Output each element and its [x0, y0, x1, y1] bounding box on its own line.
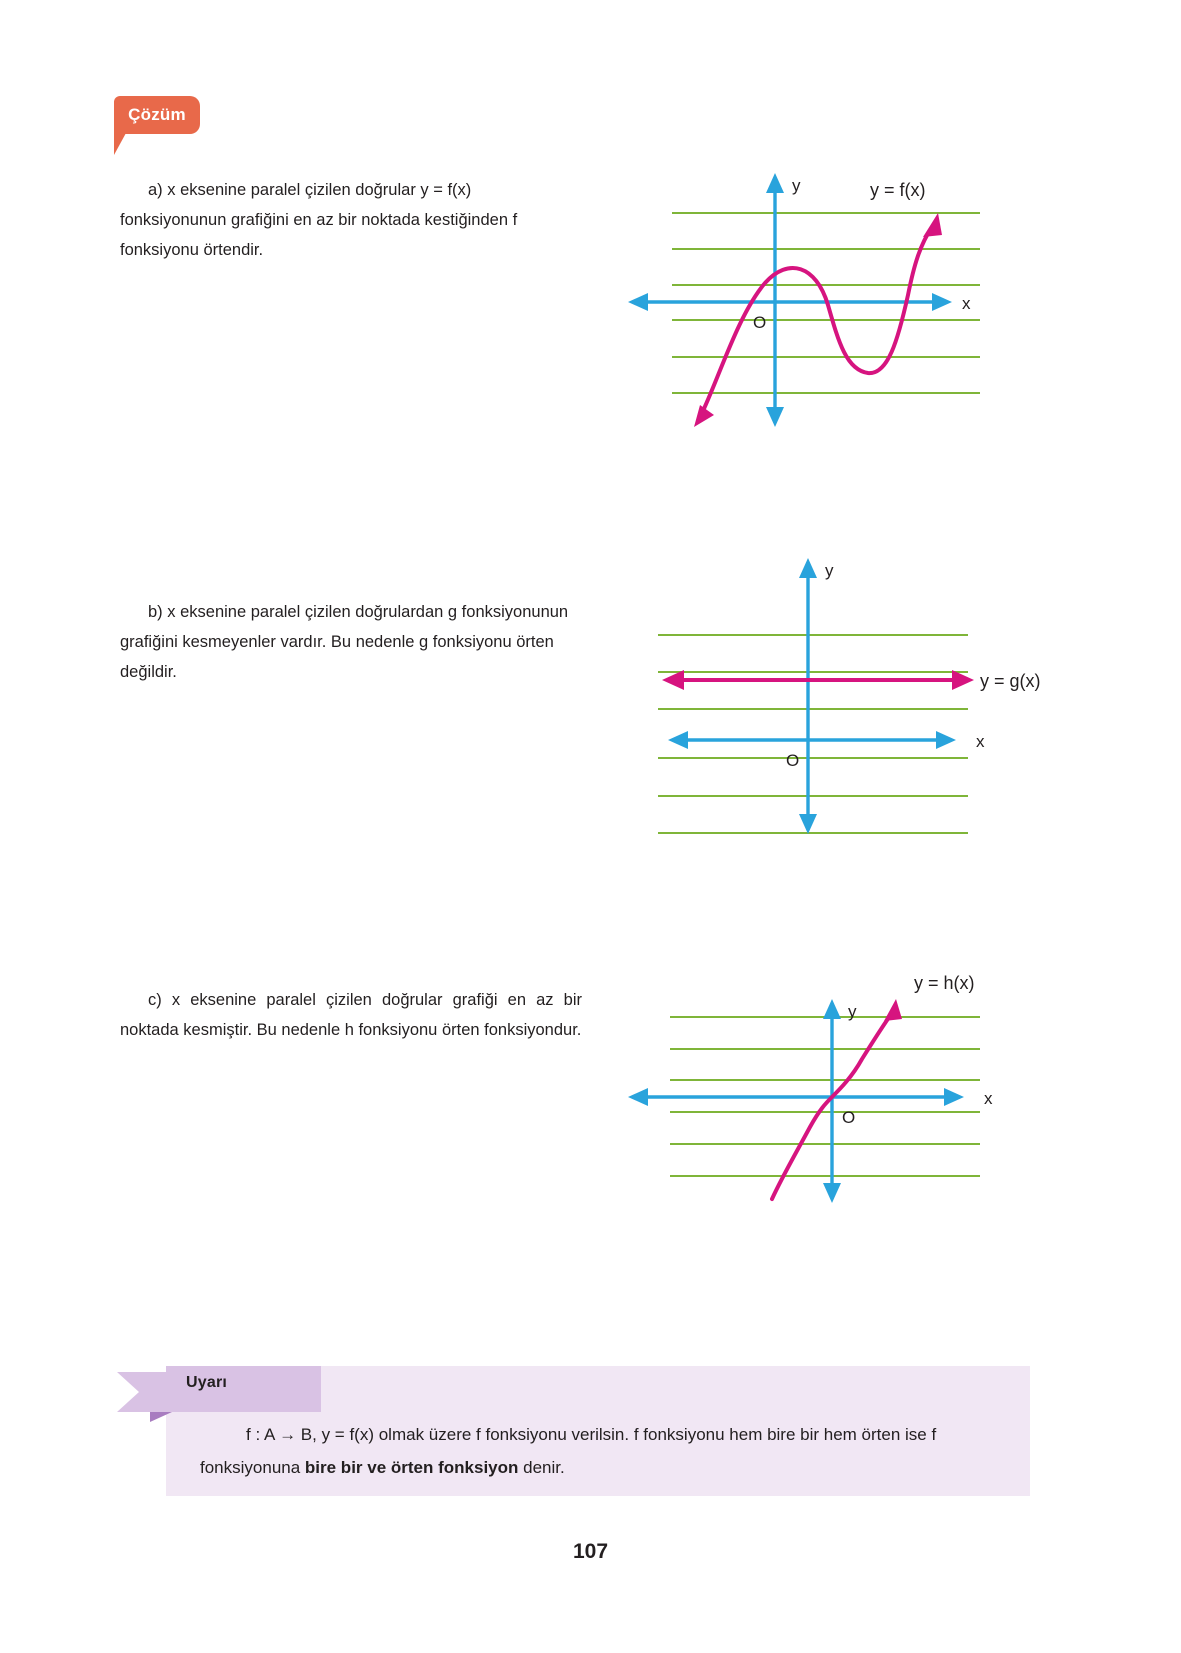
paragraph-b: b) x eksenine paralel çizilen doğrulardan g fonksiyonunun grafiğini kesmeyenler vardır. Bu nedenle g fonksiyonu örten değildir. — [120, 603, 569, 681]
note-text-after: denir. — [518, 1458, 565, 1477]
curve-h-of-x — [772, 999, 902, 1199]
x-axis-arrow-right — [936, 731, 956, 749]
x-axis-arrow-left — [668, 731, 688, 749]
curve-label-f: y = f(x) — [870, 180, 926, 200]
x-axis-label: x — [984, 1089, 993, 1108]
y-axis-arrow-down — [799, 814, 817, 834]
figure-g-of-x — [620, 550, 1041, 840]
solution-tag-label: Çözüm — [128, 105, 186, 124]
note-text-bold: bire bir ve örten fonksiyon — [304, 1458, 519, 1477]
y-axis-arrow-down — [823, 1183, 841, 1203]
figure-h-of-x — [620, 955, 1020, 1205]
page-number: 107 — [572, 1540, 609, 1563]
note-text — [166, 1418, 1030, 1484]
axes-c — [628, 999, 964, 1203]
y-axis-label: y — [848, 1002, 857, 1021]
figure-f-of-x — [620, 165, 1020, 430]
y-axis-label: y — [792, 176, 801, 195]
curve-arrow-start — [694, 405, 714, 427]
origin-label-b: O — [786, 751, 800, 770]
solution-tag-tail — [114, 133, 126, 155]
y-axis-arrow-up — [766, 173, 784, 193]
curve-label-h: y = h(x) — [914, 973, 975, 993]
curve-label-g: y = g(x) — [980, 671, 1041, 691]
x-axis-arrow-left — [628, 293, 648, 311]
origin-label-c: O — [842, 1108, 856, 1127]
x-axis-label: x — [976, 732, 985, 751]
y-axis-arrow-down — [766, 407, 784, 427]
y-axis-arrow-up — [823, 999, 841, 1019]
axes-b — [668, 558, 956, 834]
x-axis-label: x — [962, 294, 971, 313]
x-axis-arrow-right — [932, 293, 952, 311]
solution-tag — [114, 96, 200, 134]
note-text-before: f : A → B, y = f(x) olmak üzere f fonksiyonu verilsin. f fonksiyonu hem bire bir hem örten ise f fonksiyonuna — [200, 1425, 937, 1477]
grid-lines-b — [658, 635, 968, 833]
paragraph-a: a) x eksenine paralel çizilen doğrular y = f(x) fonksiyonunun grafiğini en az bir noktada kestiğinden f fonksiyonu örtendir. — [120, 181, 518, 259]
paragraph-c: c) x eksenine paralel çizilen doğrular grafiği en az bir noktada kesmiştir. Bu nedenle h fonksiyonu örten fonksiyondur. — [120, 991, 582, 1039]
x-axis-arrow-left — [628, 1088, 648, 1106]
x-axis-arrow-right — [944, 1088, 964, 1106]
curve-arrow-end — [923, 213, 942, 237]
note-ribbon-flag — [117, 1372, 169, 1412]
origin-label-a: O — [753, 313, 767, 332]
note-label: Uyarı — [186, 1374, 228, 1391]
y-axis-label: y — [825, 561, 834, 580]
axes-a — [628, 173, 952, 427]
curve-arrow-end — [884, 999, 902, 1021]
y-axis-arrow-up — [799, 558, 817, 578]
